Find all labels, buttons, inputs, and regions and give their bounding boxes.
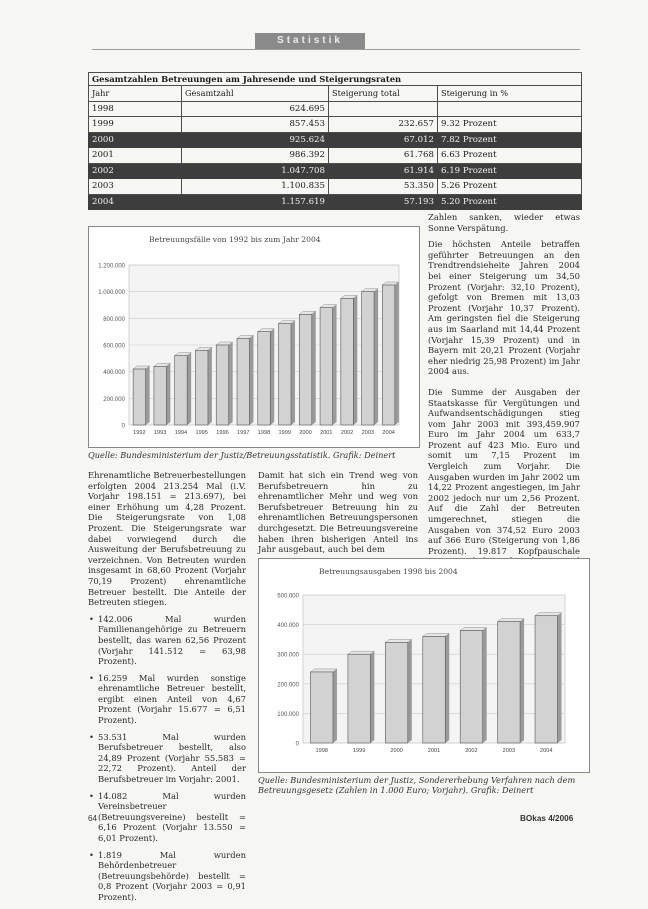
bar [237, 338, 249, 425]
table-caption: Gesamtzahlen Betreuungen am Jahresende und Steigerungsraten [89, 73, 582, 86]
column-header: Steigerung in % [438, 86, 582, 102]
column-header: Gesamtzahl [182, 86, 329, 102]
x-tick-label: 2003 [502, 748, 516, 754]
x-tick-label: 2004 [382, 430, 395, 436]
chart-svg [259, 559, 589, 772]
y-tick-label: 500.000 [277, 593, 299, 600]
paragraph: Die Summe der Ausgaben der Staatskasse für Vergütungen und Aufwandsentschädigungen stieg vom Jahr 2003 mit 393,459.907 Euro im Jahr 2004 um 633,7 Prozent auf 423 Mio. Euro und somit um 7,15 Prozent im Vergleich zum Vorjahr. Die Ausgaben wurden im Jahr 2002 um 14,22 Prozent angestiegen, im Jahr 2002 jedoch nur um 2,56 Prozent. Auf die Zahl der Betreuten umgerechnet, stiegen die Ausgaben von 374,52 Euro 2003 auf 366 Euro (Steigerung von 1,86 Prozent). 19.817 Kopfpauschale [428, 386, 580, 556]
x-tick-label: 2004 [540, 748, 553, 754]
bar-side [483, 628, 487, 743]
bar-top [498, 619, 524, 622]
bar [195, 350, 207, 425]
text-column-middle [258, 470, 418, 561]
x-tick-label: 1993 [153, 430, 167, 436]
bar-side [229, 342, 233, 425]
bar [299, 314, 311, 425]
x-tick-label: 2003 [361, 430, 375, 436]
table-cell: 2003 [89, 179, 182, 195]
x-tick-label: 2002 [465, 748, 478, 754]
bar-top [348, 651, 374, 654]
y-tick-label: 300.000 [277, 652, 299, 659]
y-tick-label: 1.200.000 [98, 263, 125, 270]
x-tick-label: 1999 [278, 430, 291, 436]
y-tick-label: 200.000 [103, 396, 125, 403]
table-cell: 2002 [89, 163, 182, 179]
bar-side [333, 305, 337, 425]
table-row [89, 163, 582, 179]
paragraph: Zahlen sanken, wieder etwas Sonne Verspätung. [428, 212, 580, 233]
y-tick-label: 400.000 [277, 623, 299, 630]
publication-name: BOkas 4/2006 [520, 814, 574, 823]
paragraph: Die höchsten Anteile betraffen geführter Betreuungen an den Trendtrendsieheite Jahren 2004 bei einer Steigerung um 34,50 Prozent (Vorjahr: 32,10 Prozent), gefolgt von Bremen mit 13,03 Prozent (Vorjahr 10,37 Prozent). Am geringsten fiel die Steigerung aus im Saarland mit 14,44 Prozent (Vorjahr 15,39 Prozent) und in Bayern mit 20,21 Prozent (Vorjahr eher niedrig 25,98 Prozent) im Jahr 2004 aus. [428, 239, 580, 377]
x-tick-label: 1996 [216, 430, 229, 436]
bar [310, 672, 332, 743]
bar-side [270, 329, 274, 425]
y-tick-label: 1.000.000 [98, 290, 125, 297]
paragraph: Ehrenamtliche Betreuerbestellungen erfolgten 2004 213.254 Mal (i.V. Vorjahr 198.151 = 213.697), bei einer Erhöhung um 4,28 Prozent. Die Steigerungsrate von 1,08 Prozent. Die Steigerungsrate war dabei vorwiegend durch die Ausweitung der Berufsbetreuung zu verzeichnen. Von Betreuten wurden insgesamt in 68,60 Prozent (Vorjahr 70,19 Prozent) ehrenamtliche Betreuer bestellt. Die Anteile der Betreuten stiegen. [88, 470, 246, 608]
table-cell: 5.26 Prozent [438, 179, 582, 195]
bar [341, 298, 353, 425]
table-cell: 1.157.619 [182, 194, 329, 210]
bar [154, 366, 166, 425]
bar-side [445, 633, 449, 743]
table-cell: 61.768 [329, 148, 438, 164]
bar [362, 292, 374, 425]
table-cell: 2000 [89, 132, 182, 148]
x-tick-label: 2000 [299, 430, 312, 436]
x-tick-label: 1995 [195, 430, 208, 436]
bar [175, 356, 187, 425]
table-cell: 67.012 [329, 132, 438, 148]
table-cell: 53.350 [329, 179, 438, 195]
table-cell: 2004 [89, 194, 182, 210]
table-row [89, 117, 582, 133]
y-tick-label: 600.000 [103, 343, 125, 350]
y-tick-label: 0 [295, 741, 299, 748]
bar [382, 285, 394, 425]
x-tick-label: 2001 [427, 748, 441, 754]
y-tick-label: 200.000 [277, 682, 299, 689]
header-divider [92, 49, 580, 50]
x-tick-label: 1999 [352, 748, 366, 754]
table-cell: 857.453 [182, 117, 329, 133]
x-tick-label: 2002 [340, 430, 354, 436]
bar-side [520, 619, 524, 743]
table-row [89, 101, 582, 117]
x-tick-label: 2001 [320, 430, 333, 436]
table-row [89, 132, 582, 148]
y-tick-label: 800.000 [103, 316, 125, 323]
list-item: • 1.819 Mal wurden Behördenbetreuer (Betreuungsbehörde) bestellt = 0,8 Prozent (Vorjahr 2003 = 0,91 Prozent). [98, 850, 246, 903]
chart-title: Betreuungsausgaben 1998 bis 2004 [319, 567, 458, 576]
table-cell: 57.193 [329, 194, 438, 210]
chart-svg [89, 227, 419, 447]
table-header-row [89, 86, 582, 102]
bar-side [408, 639, 412, 743]
bar-side [370, 651, 374, 743]
bar-side [312, 311, 316, 425]
table-cell: 1998 [89, 101, 182, 117]
bar-side [558, 613, 562, 743]
table-cell: 61.914 [329, 163, 438, 179]
column-header: Jahr [89, 86, 182, 102]
page-number: 64 [88, 814, 98, 823]
table-cell: 6.19 Prozent [438, 163, 582, 179]
bar [133, 369, 145, 425]
chart-caption: Quelle: Bundesministerium der Justiz/Betreuungsstatistik. Grafik: Deinert [88, 450, 396, 460]
bar-side [395, 282, 399, 425]
list-item: • 53.531 Mal wurden Berufsbetreuer bestellt, also 24,89 Prozent (Vorjahr 55.583 = 22,72 Prozent). Anteil der Berufsbetreuer im Vorjahr: 2001. [98, 732, 246, 785]
bar [216, 345, 228, 425]
bar-side [166, 363, 170, 425]
x-tick-label: 1997 [237, 430, 250, 436]
bar-top [460, 628, 486, 631]
table-cell: 9.32 Prozent [438, 117, 582, 133]
bar [348, 654, 370, 743]
table-cell [438, 101, 582, 117]
bar-side [187, 353, 191, 425]
column-header: Steigerung total [329, 86, 438, 102]
table-cell: 2001 [89, 148, 182, 164]
bar-side [291, 321, 295, 425]
bar [258, 332, 270, 425]
bar [460, 631, 482, 743]
table-row [89, 179, 582, 195]
list-item: • 142.006 Mal wurden Familienangehörige zu Betreuern bestellt, das waren 62,56 Prozent (Vorjahr 141.512 = 63,98 Prozent). [98, 614, 246, 667]
table-cell: 986.392 [182, 148, 329, 164]
bar-side [146, 366, 150, 425]
x-tick-label: 1994 [174, 430, 188, 436]
x-tick-label: 1998 [315, 748, 328, 754]
bar [320, 308, 332, 425]
table-cell: 1999 [89, 117, 182, 133]
x-tick-label: 1998 [257, 430, 271, 436]
statistics-table [88, 72, 582, 210]
table-cell: 1.047.708 [182, 163, 329, 179]
y-tick-label: 0 [121, 423, 125, 430]
betreuungsfaelle-chart [88, 226, 420, 448]
text-column-left [88, 470, 246, 909]
bar-top [423, 633, 449, 636]
bar [498, 622, 520, 743]
table-cell: 232.657 [329, 117, 438, 133]
bar-side [353, 295, 357, 425]
y-tick-label: 100.000 [277, 711, 299, 718]
table-cell: 7.82 Prozent [438, 132, 582, 148]
table-cell: 624.695 [182, 101, 329, 117]
betreuungsausgaben-chart [258, 558, 590, 773]
table-cell [329, 101, 438, 117]
table-row [89, 148, 582, 164]
bar [535, 616, 557, 743]
table-cell: 925.624 [182, 132, 329, 148]
paragraph: Damit hat sich ein Trend weg von Berufsbetreuern hin zu ehrenamtlicher Mehr und weg von Berufsbetreuer Betreuung hin zu ehrenamtlichen Betreuungspersonen durchgesetzt. Die Betreuungsvereine haben ihren bisherigen Anteil ins Jahr ausgebaut, auch bei dem [258, 470, 418, 555]
x-tick-label: 1992 [133, 430, 146, 436]
bar-side [333, 669, 337, 743]
bar [423, 636, 445, 743]
list-item: • 16.259 Mal wurden sonstige ehrenamtliche Betreuer bestellt, ergibt einen Anteil von 4,67 Prozent (Vorjahr 15.677 = 6,51 Prozent). [98, 673, 246, 726]
x-tick-label: 2000 [390, 748, 403, 754]
bar-side [208, 347, 212, 425]
list-item: • 14.082 Mal wurden Vereinsbetreuer (Betreuungsvereine) bestellt = 6,16 Prozent (Vorjahr 13.550 = 6,01 Prozent). [98, 791, 246, 844]
table-cell: 5.20 Prozent [438, 194, 582, 210]
bar [385, 642, 407, 743]
chart-title: Betreuungsfälle von 1992 bis zum Jahr 2004 [149, 235, 321, 244]
table-cell: 1.100.835 [182, 179, 329, 195]
table-row [89, 194, 582, 210]
bar-top [535, 613, 561, 616]
bar-top [385, 639, 411, 642]
bar [279, 324, 291, 425]
bar-side [249, 335, 253, 425]
table-cell: 6.63 Prozent [438, 148, 582, 164]
bar-top [310, 669, 336, 672]
y-tick-label: 400.000 [103, 370, 125, 377]
bar-side [374, 289, 378, 425]
section-header: Statistik [255, 33, 365, 49]
bullet-list [88, 614, 246, 903]
chart-caption: Quelle: Bundesministerium der Justiz, Sondererhebung Verfahren nach dem Betreuungsgesetz (Zahlen in 1.000 Euro; Vorjahr). Grafik: Deinert [258, 775, 576, 795]
